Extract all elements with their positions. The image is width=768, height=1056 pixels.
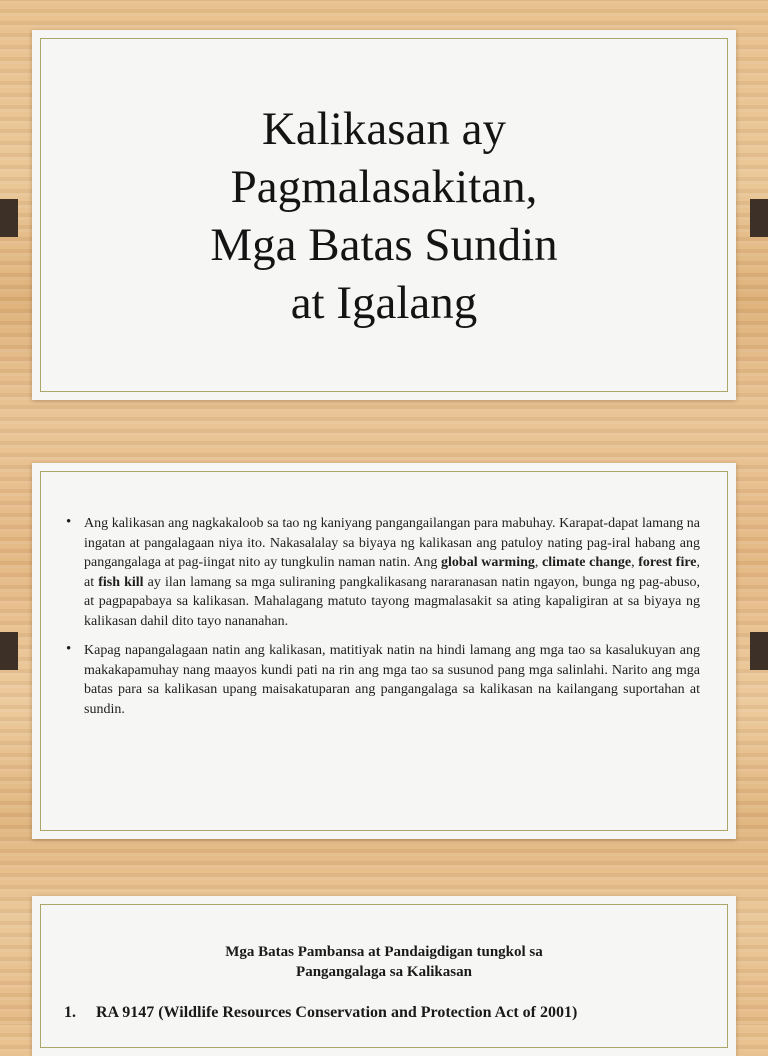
law-number: 1.: [64, 1004, 76, 1021]
bullet-item-2: • Kapag napangalagaan natin ang kalikasan, matitiyak natin na hindi lamang ang mga tao sa kasalukuyan ang makakapamuhay nang maayos kundi pati na rin ang mga tao sa susunod pang mga salinlahi. Narito ang mga batas para sa kalikasan upang maisakatuparan ang pangangalaga sa kalikasan na kailangang suportahan at sundin.: [84, 641, 700, 719]
title-line: at Igalang: [290, 277, 478, 329]
content-slide: [32, 463, 736, 839]
separator: ,: [631, 555, 639, 570]
decorative-tab-right: [750, 199, 768, 237]
law-text: RA 9147 (Wildlife Resources Conservation and Protection Act of 2001): [96, 1004, 578, 1021]
bullet-list: [84, 514, 700, 729]
decorative-tab-right: [750, 632, 768, 670]
law-item: [64, 1004, 577, 1022]
bullet-item-1: [84, 514, 700, 631]
bullet-text: Ang kalikasan ang nagkakaloob sa tao ng kaniyang pangangailangan para mabuhay. Karapat-dapat lamang na ingatan at pangalagaan niya ito. Nakasalalay sa biyaya ng kalikasan ang patuloy nating pag-iral habang ang pangangalaga at pag-iingat nito ay tungkulin naman natin. Ang: [84, 516, 700, 570]
heading-line: Pangangalaga sa Kalikasan: [296, 964, 472, 980]
bold-term-climate-change: climate change: [541, 555, 632, 570]
laws-slide: [32, 896, 736, 1056]
separator: , at: [84, 555, 701, 590]
bold-term-fish-kill: fish kill: [98, 574, 144, 590]
title-line: Kalikasan ay: [261, 103, 507, 155]
slide-title: [72, 100, 696, 332]
title-line: Pagmalasakitan,: [230, 161, 538, 213]
bullet-text: ay ilan lamang sa mga suliraning pangkalikasang nararanasan natin ngayon, bunga ng pag-abuso, at pagpapabaya sa kalikasan. Mahalagang matuto tayong magmalasakit sa ating kapaligiran at sa biyaya ng kalikasan dahil dito tayo nananahan.: [84, 574, 701, 629]
laws-heading: [92, 942, 676, 982]
title-slide: [32, 30, 736, 400]
decorative-tab-left: [0, 199, 18, 237]
law-list: [64, 1004, 577, 1022]
separator: ,: [534, 555, 542, 570]
bold-term-global-warming: global warming: [441, 555, 535, 570]
decorative-tab-left: [0, 632, 18, 670]
heading-line: Mga Batas Pambansa at Pandaigdigan tungkol sa: [225, 944, 543, 960]
bold-term-forest-fire: forest fire: [638, 555, 697, 570]
title-line: Mga Batas Sundin: [210, 219, 558, 271]
